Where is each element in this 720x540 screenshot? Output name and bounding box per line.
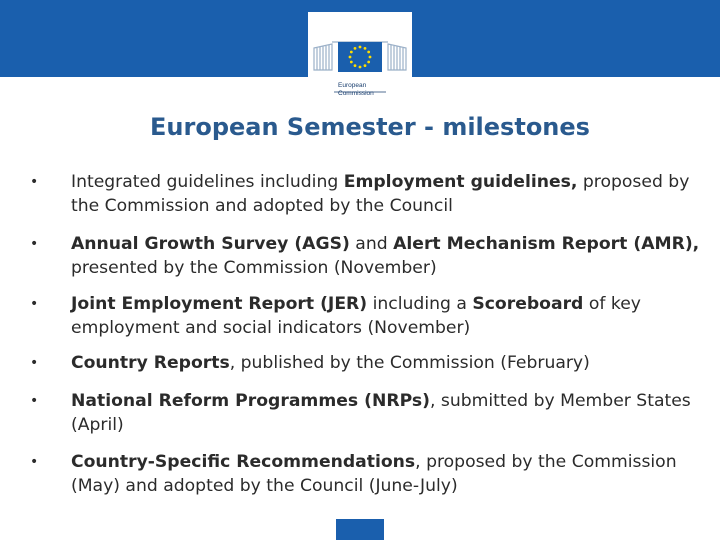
list-item: • Country-Specific Recommendations, proposed by the Commission (May) and adopted by the Council (June-July) bbox=[30, 452, 677, 496]
list-item: • Country Reports, published by the Commission (February) bbox=[30, 353, 590, 373]
european-commission-logo bbox=[308, 12, 412, 102]
star-icon bbox=[367, 61, 370, 64]
star-icon bbox=[359, 46, 362, 49]
star-icon bbox=[367, 51, 370, 54]
star-icon bbox=[354, 64, 357, 67]
logo-text bbox=[338, 82, 374, 97]
footer-flag bbox=[336, 519, 384, 540]
bullet-marker: • bbox=[30, 393, 39, 409]
bullet-marker: • bbox=[30, 355, 39, 371]
bullet-marker: • bbox=[30, 454, 39, 470]
bullet-marker: • bbox=[30, 296, 39, 312]
star-icon bbox=[349, 56, 352, 59]
star-icon bbox=[359, 66, 362, 69]
page-title: European Semester - milestones bbox=[150, 113, 590, 141]
list-item: • Annual Growth Survey (AGS) and Alert Mechanism Report (AMR), presented by the Commission (November) bbox=[30, 234, 700, 278]
star-icon bbox=[354, 47, 357, 50]
list-item: • Joint Employment Report (JER) including a Scoreboard of key employment and social indicators (November) bbox=[30, 294, 641, 338]
logo-line-commission: Commission bbox=[338, 89, 374, 97]
list-item: • Integrated guidelines including Employment guidelines, proposed by the Commission and adopted by the Council bbox=[30, 172, 690, 216]
star-icon bbox=[364, 47, 367, 50]
star-icon bbox=[364, 64, 367, 67]
list-item: • National Reform Programmes (NRPs), submitted by Member States (April) bbox=[30, 391, 691, 435]
star-icon bbox=[369, 56, 372, 59]
bullet-marker: • bbox=[30, 174, 39, 190]
star-icon bbox=[350, 61, 353, 64]
bullet-marker: • bbox=[30, 236, 39, 252]
logo-line-european: European bbox=[338, 82, 367, 89]
star-icon bbox=[350, 51, 353, 54]
